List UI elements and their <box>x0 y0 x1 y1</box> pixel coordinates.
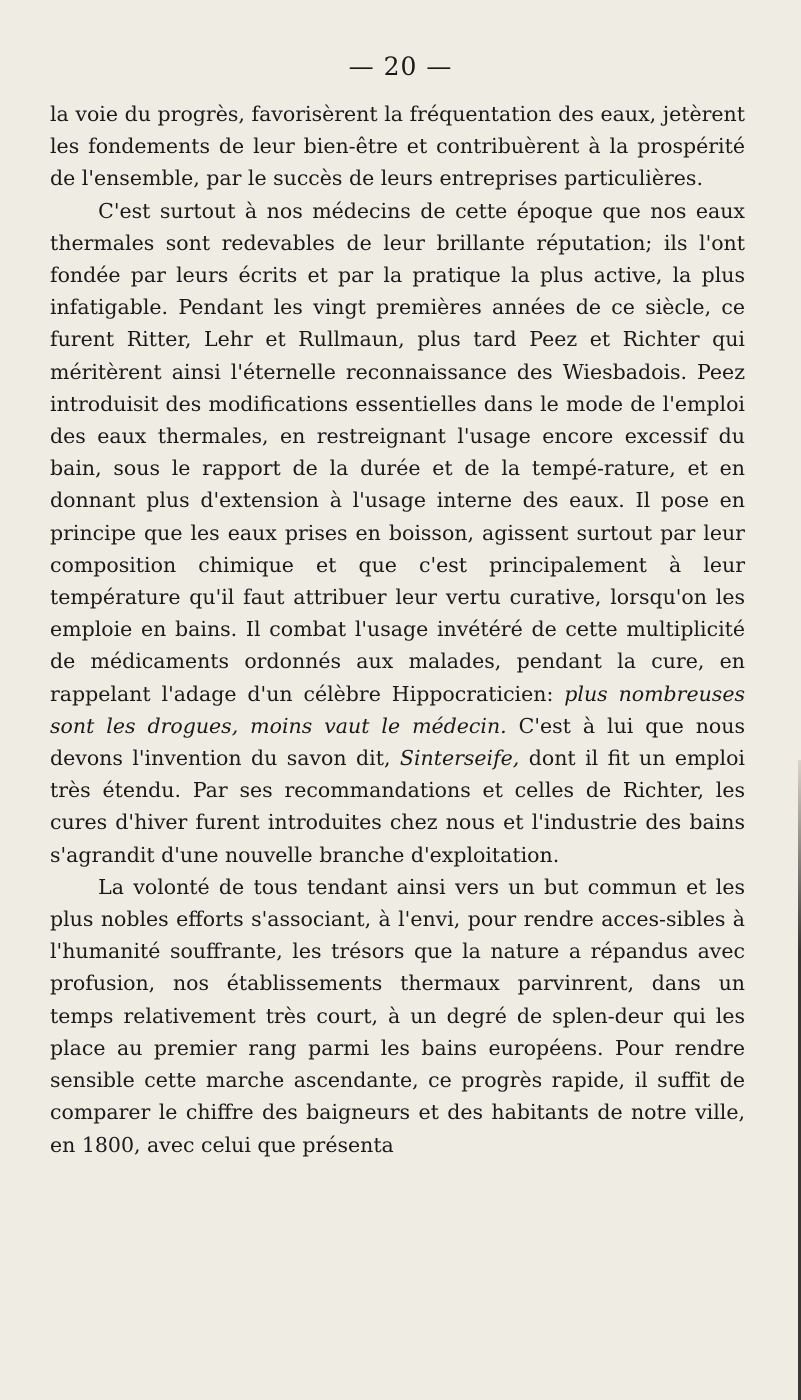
text-run: la voie du progrès, favorisèrent la fréquentation des eaux, jetèrent les fondements de leur bien-être et contribuèrent à la prospérité de l'ensemble, par le succès de leurs entreprises particulières. <box>50 102 745 191</box>
paragraph-1 <box>50 98 745 195</box>
text-run: C'est surtout à nos médecins de cette époque que nos eaux thermales sont redevables de leur brillante réputation; ils l'ont fondée par leurs écrits et par la pratique la plus active, la plus infatigable. Pendant les vingt premières années de ce siècle, ce furent Ritter, Lehr et Rullmaun, plus tard Peez et Richter qui méritèrent ainsi l'éternelle reconnaissance des Wiesbadois. Peez introduisit des modifications essentielles dans le mode de l'emploi des eaux thermales, en restreignant l'usage encore excessif du bain, sous le rapport de la durée et de la tempé-rature, et en donnant plus d'extension à l'usage interne des eaux. Il pose en principe que les eaux prises en boisson, agissent surtout par leur composition chimique et que c'est principalement à leur température qu'il faut attribuer leur vertu curative, lorsqu'on les emploie en bains. Il combat l'usage invétéré de cette multiplicité de médicaments ordonnés aux malades, pendant la cure, en rappelant l'adage d'un célèbre Hippocraticien: <box>50 198 745 706</box>
italic-quote: plus nombreuses sont les drogues, moins vaut le médecin. <box>50 681 745 738</box>
text-run: dont il fit un emploi très étendu. Par ses recommandations et celles de Richter, les cures d'hiver furent introduites chez nous et l'industrie des bains s'agrandit d'une nouvelle branche d'exploitation. <box>50 746 745 867</box>
body-text <box>50 98 745 1161</box>
paragraph-2 <box>50 195 745 871</box>
page-number-header: — 20 — <box>348 52 453 81</box>
text-run: La volonté de tous tendant ainsi vers un but commun et les plus nobles efforts s'associant, à l'envi, pour rendre acces-sibles à l'humanité souffrante, les trésors que la nature a répandus avec profusion, nos établissements thermaux parvinrent, dans un temps relativement très court, à un degré de splen-deur qui les place au premier rang parmi les bains européens. Pour rendre sensible cette marche ascendante, ce progrès rapide, il suffit de comparer le chiffre des baigneurs et des habitants de notre ville, en 1800, avec celui que présenta <box>50 874 745 1157</box>
italic-term: Sinterseife, <box>399 746 520 771</box>
text-run: C'est à lui que nous devons l'invention du savon dit, <box>50 713 745 771</box>
paragraph-3 <box>50 871 745 1161</box>
